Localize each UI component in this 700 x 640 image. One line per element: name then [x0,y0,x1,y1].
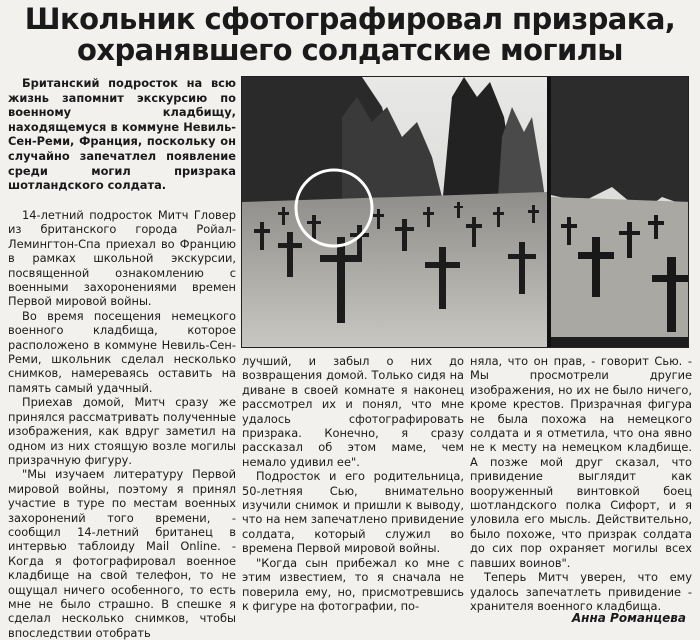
paragraph: Во время посещения немецкого военного кладбища, которое расположено в коммуне Невиль-Сен-Реми, школьник сделал несколько снимков, намереваясь оставить на память самый удачный. [8,308,236,395]
paragraph: 14-летний подросток Митч Гловер из британского города Ройал-Лемингтон-Спа приехал во Францию в рамках школьной экскурсии, посвященной ознакомлению с военными захоронениями времен Первой мировой войны. [8,208,236,309]
author-byline: Анна Романцева [571,611,686,625]
paragraph: Теперь Митч уверен, что ему удалось запечатлеть привидение - хранителя военного кладбища. [470,570,692,613]
headline-line-1: Школьник сфотографировал призрака, [24,2,676,36]
headline-line-2: охранявшего солдатские могилы [77,33,623,67]
article-headline [8,4,692,66]
paragraph: "Когда сын прибежал ко мне с этим известием, то я сначала не поверила ему, но, присмотревшись к фигуре на фотографии, по- [242,555,464,613]
article-column-1 [8,208,236,640]
paragraph: лучший, и забыл о них до возвращения домой. Только сидя на диване в своей комнате я наконец рассмотрел их и понял, что мне удалось сфотографировать призрака. Конечно, я сразу рассказал об этом маме, чем немало удивил ее". [242,354,464,469]
article-column-2 [242,354,464,613]
article-column-3 [470,354,692,613]
paragraph: "Мы изучаем литературу Первой мировой войны, поэтому я принял участие в туре по местам военных захоронений того времени, - сообщил 14-летний британец в интервью таблоиду Mail Online. - Когда я фотографировал военное кладбище на свой телефон, то не ощущал ничего особенного, то есть мне не было страшно. В спешке я сделал несколько снимков, чтобы впоследствии отобрать [8,467,236,640]
paragraph: няла, что он прав, - говорит Сью. - Мы просмотрели другие изображения, но их не было ничего, кроме крестов. Призрачная фигура не была похожа на немецкого солдата и я отметила, что она явно не к месту на немецком кладбище. А позже мой друг сказал, что привидение выглядит как вооруженный винтовкой боец шотландского полка Сифорт, и я уловила его мысль. Действительно, было похоже, что призрак солдата до сих пор охраняет могилы всех павших воинов". [470,354,692,570]
lead-paragraph: Британский подросток на всю жизнь запомнит экскурсию по военному кладбищу, находящемуся в коммуне Невиль-Сен-Реми, Франция, поскольку он случайно запечатлел появление среди могил призрака шотландского солдата. [8,76,236,193]
cemetery-photo [241,76,689,348]
paragraph: Подросток и его родительница, 50-летняя Сью, внимательно изучили снимок и пришли к выводу, что на нем запечатлено привидение солдата, который служил во времена Первой мировой войны. [242,469,464,556]
paragraph: Приехав домой, Митч сразу же принялся рассматривать полученные изображения, как вдруг заметил на одном из них стоящую возле могилы призрачную фигуру. [8,395,236,467]
